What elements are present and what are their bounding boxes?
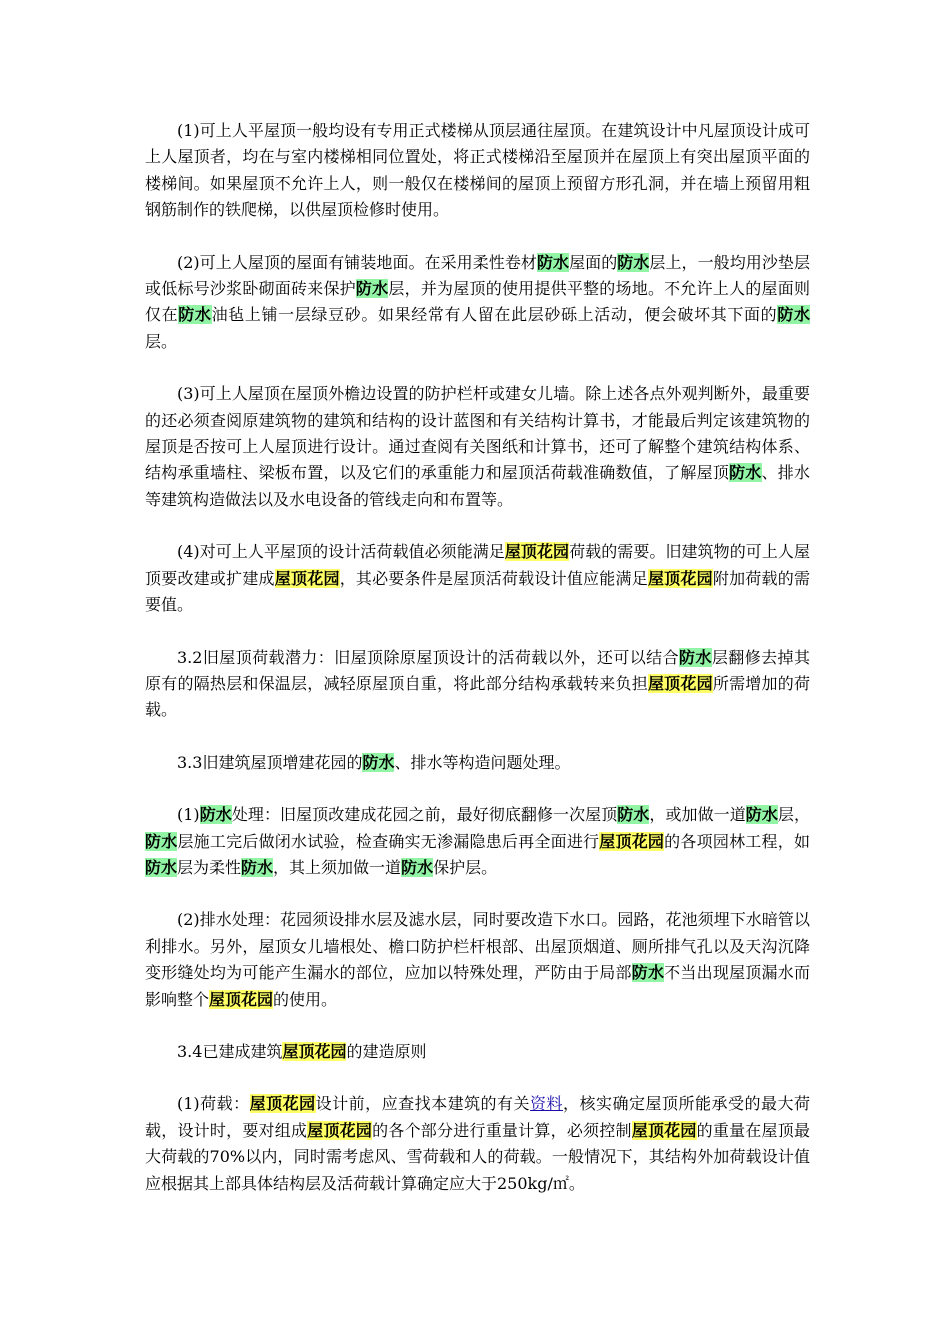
text-run: 保护层。 — [433, 857, 498, 877]
highlight-term: 防水 — [617, 252, 650, 272]
text-run: 层上，一般均用沙垫层或低标号沙浆卧砌面砖来保护 — [145, 252, 810, 299]
text-run: ，核实确定屋顶所能承受的最大荷载，设计时，要对组成 — [145, 1094, 810, 1140]
text-run: 层， — [777, 805, 810, 825]
text-run: 荷载的需要。旧建筑物的可上人屋顶要改建或扩建成 — [145, 542, 810, 588]
text-run: 3.3旧建筑屋顶增建花园的 — [177, 752, 363, 772]
highlight-term: 屋顶花园 — [599, 831, 665, 851]
highlight-term: 防水 — [199, 805, 232, 825]
highlight-term: 防水 — [178, 305, 212, 325]
text-run: 、排水等构造问题处理。 — [394, 752, 571, 772]
paragraph — [145, 250, 810, 356]
text-run: (2)排水处理：花园须设排水层及滤水层，同时要改造下水口。园路，花池须埋下水暗管以利排水。另外，屋顶女儿墙根处、檐口防护栏杆根部、出屋顶烟道、厕所排气孔以及天沟沉降变形缝处均为可能产生漏水的部位，应加以特殊处理，严防由于局部 — [145, 910, 810, 983]
paragraph — [145, 1039, 810, 1065]
text-run: 层为柔性 — [177, 857, 242, 877]
text-run: 的重量在屋顶最大荷载的70%以内，同时需考虑风、雪荷载和人的荷载。一般情况下，其结构外加荷载设计值应根据其上部具体结构层及活荷载计算确定应大于250kg/㎡。 — [145, 1120, 810, 1193]
text-run: (2)可上人屋顶的屋面有铺装地面。在采用柔性卷材 — [177, 252, 537, 272]
text-run: 的使用。 — [273, 989, 338, 1009]
text-run: (4)对可上人平屋顶的设计活荷载值必须能满足 — [177, 542, 505, 562]
highlight-term: 防水 — [355, 279, 389, 299]
text-run: 3.2旧屋顶荷载潜力：旧屋顶除原屋顶设计的活荷载以外，还可以结合 — [177, 647, 680, 667]
text-run: (1)可上人平屋顶一般均设有专用正式楼梯从顶层通往屋顶。在建筑设计中凡屋顶设计成可上人屋顶者，均在与室内楼梯相同位置处，将正式楼梯沿至屋顶并在屋顶上有突出屋顶平面的楼梯间。如果屋顶不允许上人，则一般仅在楼梯间的屋顶上预留方形孔洞，并在墙上预留用粗钢筋制作的铁爬梯，以供屋顶检修时使用。 — [145, 121, 810, 220]
paragraph — [145, 645, 810, 724]
text-run: (1) — [177, 805, 200, 825]
highlight-term: 防水 — [777, 305, 810, 325]
text-run: 设计前，应查找本建筑的有关 — [315, 1094, 531, 1114]
text-run: 油毡上铺一层绿豆砂。如果经常有人留在此层砂砾上活动，便会破坏其下面的 — [211, 305, 778, 325]
highlight-term: 屋顶花园 — [307, 1120, 373, 1140]
paragraph — [145, 802, 810, 881]
highlight-term: 防水 — [536, 252, 570, 272]
highlight-term: 防水 — [145, 831, 178, 851]
highlight-term: 屋顶花园 — [647, 568, 713, 588]
paragraph — [145, 539, 810, 618]
highlight-term: 防水 — [729, 463, 762, 483]
text-run: 附加荷载的需要值。 — [145, 568, 810, 615]
text-run: (1)荷载： — [177, 1094, 250, 1114]
paragraph — [145, 1091, 810, 1197]
text-run: 处理：旧屋顶改建成花园之前，最好彻底翻修一次屋顶 — [231, 805, 618, 825]
text-run: 的建造原则 — [346, 1041, 427, 1061]
text-run: 3.4已建成建筑 — [177, 1041, 283, 1061]
text-run: 层。 — [145, 331, 178, 351]
text-run: (3)可上人屋顶在屋顶外檐边设置的防护栏杆或建女儿墙。除上述各点外观判断外，最重要的还必须查阅原建筑物的建筑和结构的设计蓝图和有关结构计算书，才能最后判定该建筑物的屋顶是否按可上人屋顶进行设计。通过查阅有关图纸和计算书，还可了解整个建筑结构体系、结构承重墙柱、梁板布置，以及它们的承重能力和屋顶活荷载准确数值，了解屋顶 — [145, 384, 810, 483]
paragraph — [145, 750, 810, 776]
text-link[interactable]: 资料 — [530, 1094, 564, 1114]
document-page — [145, 118, 810, 1223]
highlight-term: 屋顶花园 — [249, 1094, 316, 1114]
highlight-term: 屋顶花园 — [282, 1041, 347, 1061]
paragraph — [145, 118, 810, 224]
highlight-term: 防水 — [631, 963, 665, 983]
text-run: 屋面的 — [569, 252, 618, 272]
highlight-term: 屋顶花园 — [504, 542, 570, 562]
text-run: 不当出现屋顶漏水而影响整个 — [145, 963, 810, 1009]
highlight-term: 屋顶花园 — [274, 568, 340, 588]
highlight-term: 屋顶花园 — [631, 1120, 697, 1140]
text-run: ，其必要条件是屋顶活荷载设计值应能满足 — [339, 568, 648, 588]
text-run: 、排水等建筑构造做法以及水电设备的管线走向和布置等。 — [145, 463, 810, 509]
highlight-term: 防水 — [745, 805, 778, 825]
highlight-term: 防水 — [401, 857, 434, 877]
highlight-term: 屋顶花园 — [647, 673, 713, 693]
text-run: 层，并为屋顶的使用提供平整的场地。不允许上人的屋面则仅在 — [145, 279, 810, 325]
highlight-term: 防水 — [617, 805, 650, 825]
text-run: ，或加做一道 — [649, 805, 746, 825]
highlight-term: 防水 — [362, 752, 395, 772]
text-run: 层施工完后做闭水试验，检查确实无渗漏隐患后再全面进行 — [177, 831, 600, 851]
highlight-term: 防水 — [679, 647, 712, 667]
text-run: ，其上须加做一道 — [273, 857, 402, 877]
highlight-term: 防水 — [145, 857, 178, 877]
text-run: 层翻修去掉其原有的隔热层和保温层，减轻原屋顶自重，将此部分结构承载转来负担 — [145, 647, 810, 693]
text-run: 的各个部分进行重量计算，必须控制 — [372, 1120, 632, 1140]
highlight-term: 防水 — [241, 857, 274, 877]
paragraph — [145, 907, 810, 1013]
paragraph — [145, 381, 810, 513]
text-run: 所需增加的荷载。 — [145, 673, 810, 720]
text-run: 的各项园林工程，如 — [664, 831, 810, 851]
highlight-term: 屋顶花园 — [209, 989, 274, 1009]
